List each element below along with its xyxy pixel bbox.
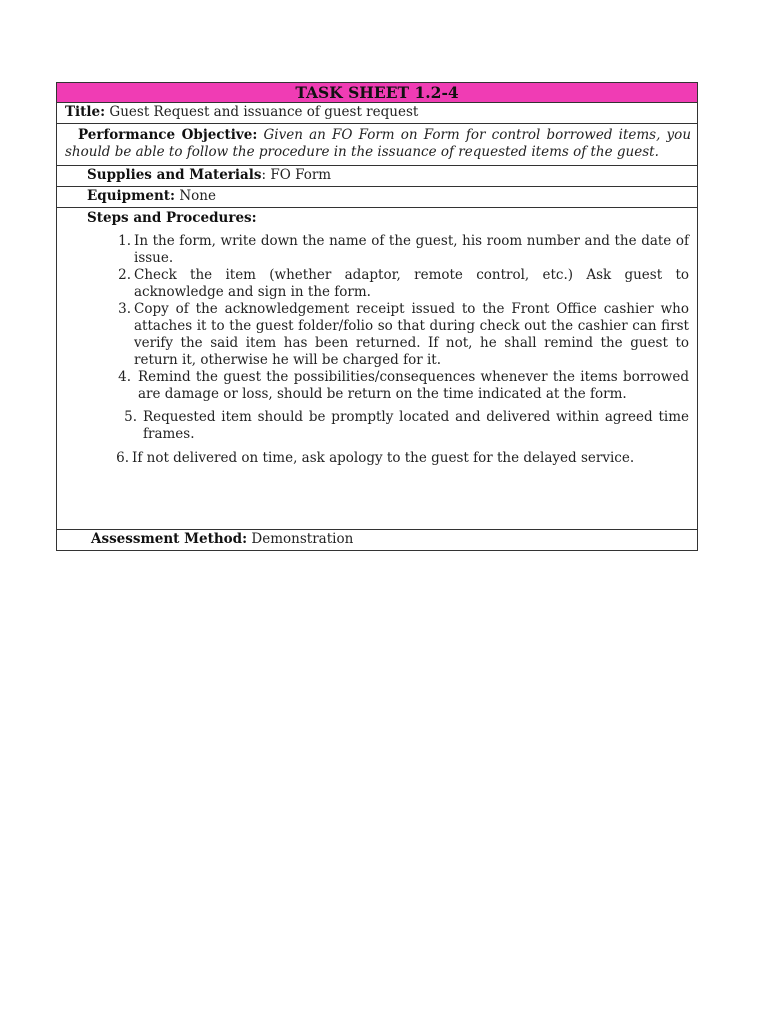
step-text: Copy of the acknowledgement receipt issued to the Front Office cashier who attaches it to the guest folder/folio so that during check out the cashier can first verify the said item has been returned. If not, he shall remind the guest to return it, otherwise he will be charged for it. [134, 301, 689, 368]
step-number: 4. [118, 369, 131, 385]
list-item [65, 267, 689, 301]
title-value: Guest Request and issuance of guest request [109, 104, 419, 120]
step-number: 1. [118, 233, 131, 249]
list-item [65, 450, 689, 467]
step-text: In the form, write down the name of the guest, his room number and the date of issue. [134, 233, 689, 266]
list-item [65, 233, 689, 267]
assessment-value: Demonstration [251, 531, 354, 547]
step-number: 2. [118, 267, 131, 283]
list-item [65, 409, 689, 443]
step-text: Requested item should be promptly located and delivered within agreed time frames. [143, 409, 689, 442]
objective-text: Given an FO Form on Form for control borrowed items, you should be able to follow the procedure in the issuance of requested items of the guest. [65, 127, 692, 160]
steps-list [65, 233, 689, 467]
steps-row [57, 207, 697, 529]
step-text: Check the item (whether adaptor, remote control, etc.) Ask guest to acknowledge and sign in the form. [134, 267, 689, 300]
step-text: Remind the guest the possibilities/consequences whenever the items borrowed are damage or loss, should be return on the time indicated at the form. [138, 369, 689, 402]
task-sheet-header: TASK SHEET 1.2-4 [57, 83, 697, 102]
title-row [57, 102, 697, 123]
equipment-value: None [179, 188, 216, 204]
assessment-label: Assessment Method: [91, 531, 248, 547]
list-item [65, 301, 689, 369]
assessment-row [57, 529, 697, 550]
step-number: 3. [118, 301, 131, 317]
title-label: Title: [65, 104, 106, 120]
supplies-value: : FO Form [261, 167, 332, 183]
step-text: If not delivered on time, ask apology to the guest for the delayed service. [132, 450, 635, 466]
steps-label: Steps and Procedures: [87, 210, 257, 226]
supplies-label: Supplies and Materials [87, 167, 262, 183]
equipment-label: Equipment: [87, 188, 176, 204]
objective-label: Performance Objective: [78, 127, 258, 143]
task-sheet-table [56, 82, 698, 551]
equipment-row [57, 186, 697, 207]
step-number: 6. [116, 450, 129, 466]
step-number: 5. [124, 409, 137, 425]
performance-objective-row [57, 123, 697, 165]
supplies-row [57, 165, 697, 186]
list-item [65, 369, 689, 403]
